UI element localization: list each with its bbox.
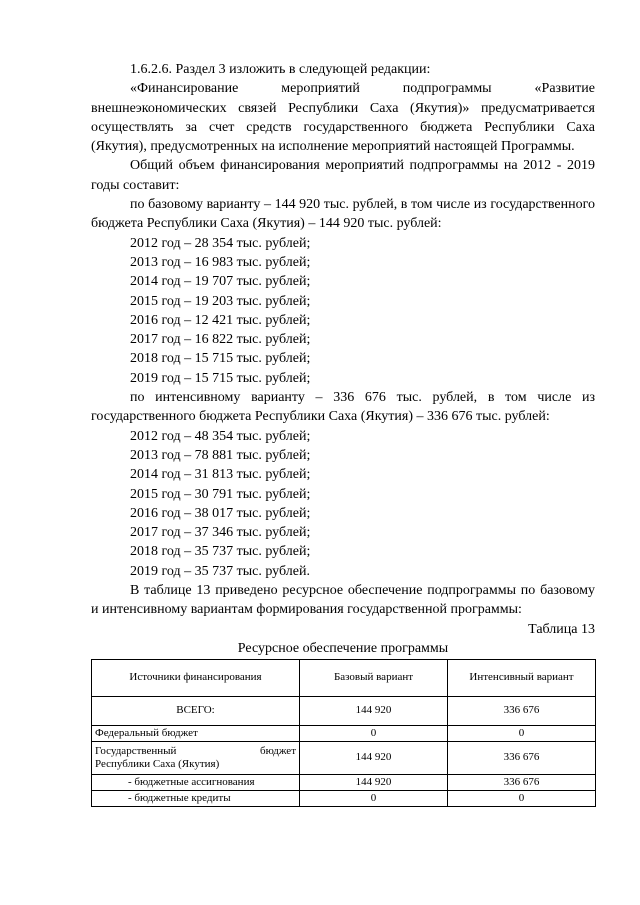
row-source [92,741,300,774]
row-base: 144 920 [300,774,448,790]
table-row [92,790,596,806]
row-base: 0 [300,790,448,806]
row-intensive: 0 [448,725,596,741]
table-label: Таблица 13 [528,621,595,637]
row-base: 144 920 [300,741,448,774]
row-intensive: 336 676 [448,741,596,774]
intensive-year-item: 2014 год – 31 813 тыс. рублей; [130,467,311,483]
document-page [91,60,595,807]
row-source-line2: Республики Саха (Якутия) [95,757,220,770]
base-year-item: 2014 год – 19 707 тыс. рублей; [130,274,311,290]
row-intensive: 336 676 [448,774,596,790]
header-base: Базовый вариант [300,659,448,696]
table-intro-paragraph: В таблице 13 приведено ресурсное обеспечение подпрограммы по базовому и интенсивному вариантам формирования государственной программы: [91,583,595,618]
resource-table [91,659,596,807]
intensive-year-item: 2016 год – 38 017 тыс. рублей; [130,505,311,521]
base-variant-paragraph: по базовому варианту – 144 920 тыс. рублей, в том числе из государственного бюджета Республики Саха (Якутия) – 144 920 тыс. рублей: [91,197,595,232]
base-year-item: 2017 год – 16 822 тыс. рублей; [130,332,311,348]
intensive-year-item: 2015 год – 30 791 тыс. рублей; [130,486,311,502]
header-intensive: Интенсивный вариант [448,659,596,696]
base-year-item: 2019 год – 15 715 тыс. рублей; [130,370,311,386]
total-volume-paragraph: Общий объем финансирования мероприятий подпрограммы на 2012 - 2019 годы составит: [91,158,595,193]
base-year-item: 2015 год – 19 203 тыс. рублей; [130,293,311,309]
row-base: 0 [300,725,448,741]
section-heading: 1.6.2.6. Раздел 3 изложить в следующей редакции: [130,62,431,77]
base-year-item: 2016 год – 12 421 тыс. рублей; [130,312,311,328]
table-row [92,774,596,790]
row-source-line1: Государственный бюджет [95,744,296,757]
row-source: - бюджетные кредиты [92,790,300,806]
base-year-item: 2013 год – 16 983 тыс. рублей; [130,254,311,270]
header-sources: Источники финансирования [92,659,300,696]
row-source: Федеральный бюджет [92,725,300,741]
table-title: Ресурсное обеспечение программы [237,640,449,656]
base-year-item: 2018 год – 15 715 тыс. рублей; [130,351,311,367]
table-row [92,696,596,725]
table-header-row [92,659,596,696]
row-base: 144 920 [300,696,448,725]
intensive-year-item: 2017 год – 37 346 тыс. рублей; [130,525,311,541]
table-row [92,741,596,774]
row-intensive: 0 [448,790,596,806]
financing-paragraph: «Финансирование мероприятий подпрограммы «Развитие внешнеэкономических связей Республики Саха (Якутия)» предусматривается осуществлять за счет средств государственного бюджета Республики Саха (Якутия), предусмотренных на исполнение мероприятий настоящей Программы. [91,81,595,155]
table-row [92,725,596,741]
base-years-list [91,234,595,388]
intensive-year-item: 2013 год – 78 881 тыс. рублей; [130,447,311,463]
row-intensive: 336 676 [448,696,596,725]
intensive-year-item: 2012 год – 48 354 тыс. рублей; [130,428,311,444]
intensive-variant-paragraph: по интенсивному варианту – 336 676 тыс. рублей, в том числе из государственного бюджета Республики Саха (Якутия) – 336 676 тыс. рублей: [91,390,595,425]
intensive-year-item: 2018 год – 35 737 тыс. рублей; [130,544,311,560]
intensive-years-list [91,427,595,581]
row-source: - бюджетные ассигнования [92,774,300,790]
row-source: ВСЕГО: [92,696,300,725]
base-year-item: 2012 год – 28 354 тыс. рублей; [130,235,311,251]
intensive-year-item: 2019 год – 35 737 тыс. рублей. [130,563,310,579]
